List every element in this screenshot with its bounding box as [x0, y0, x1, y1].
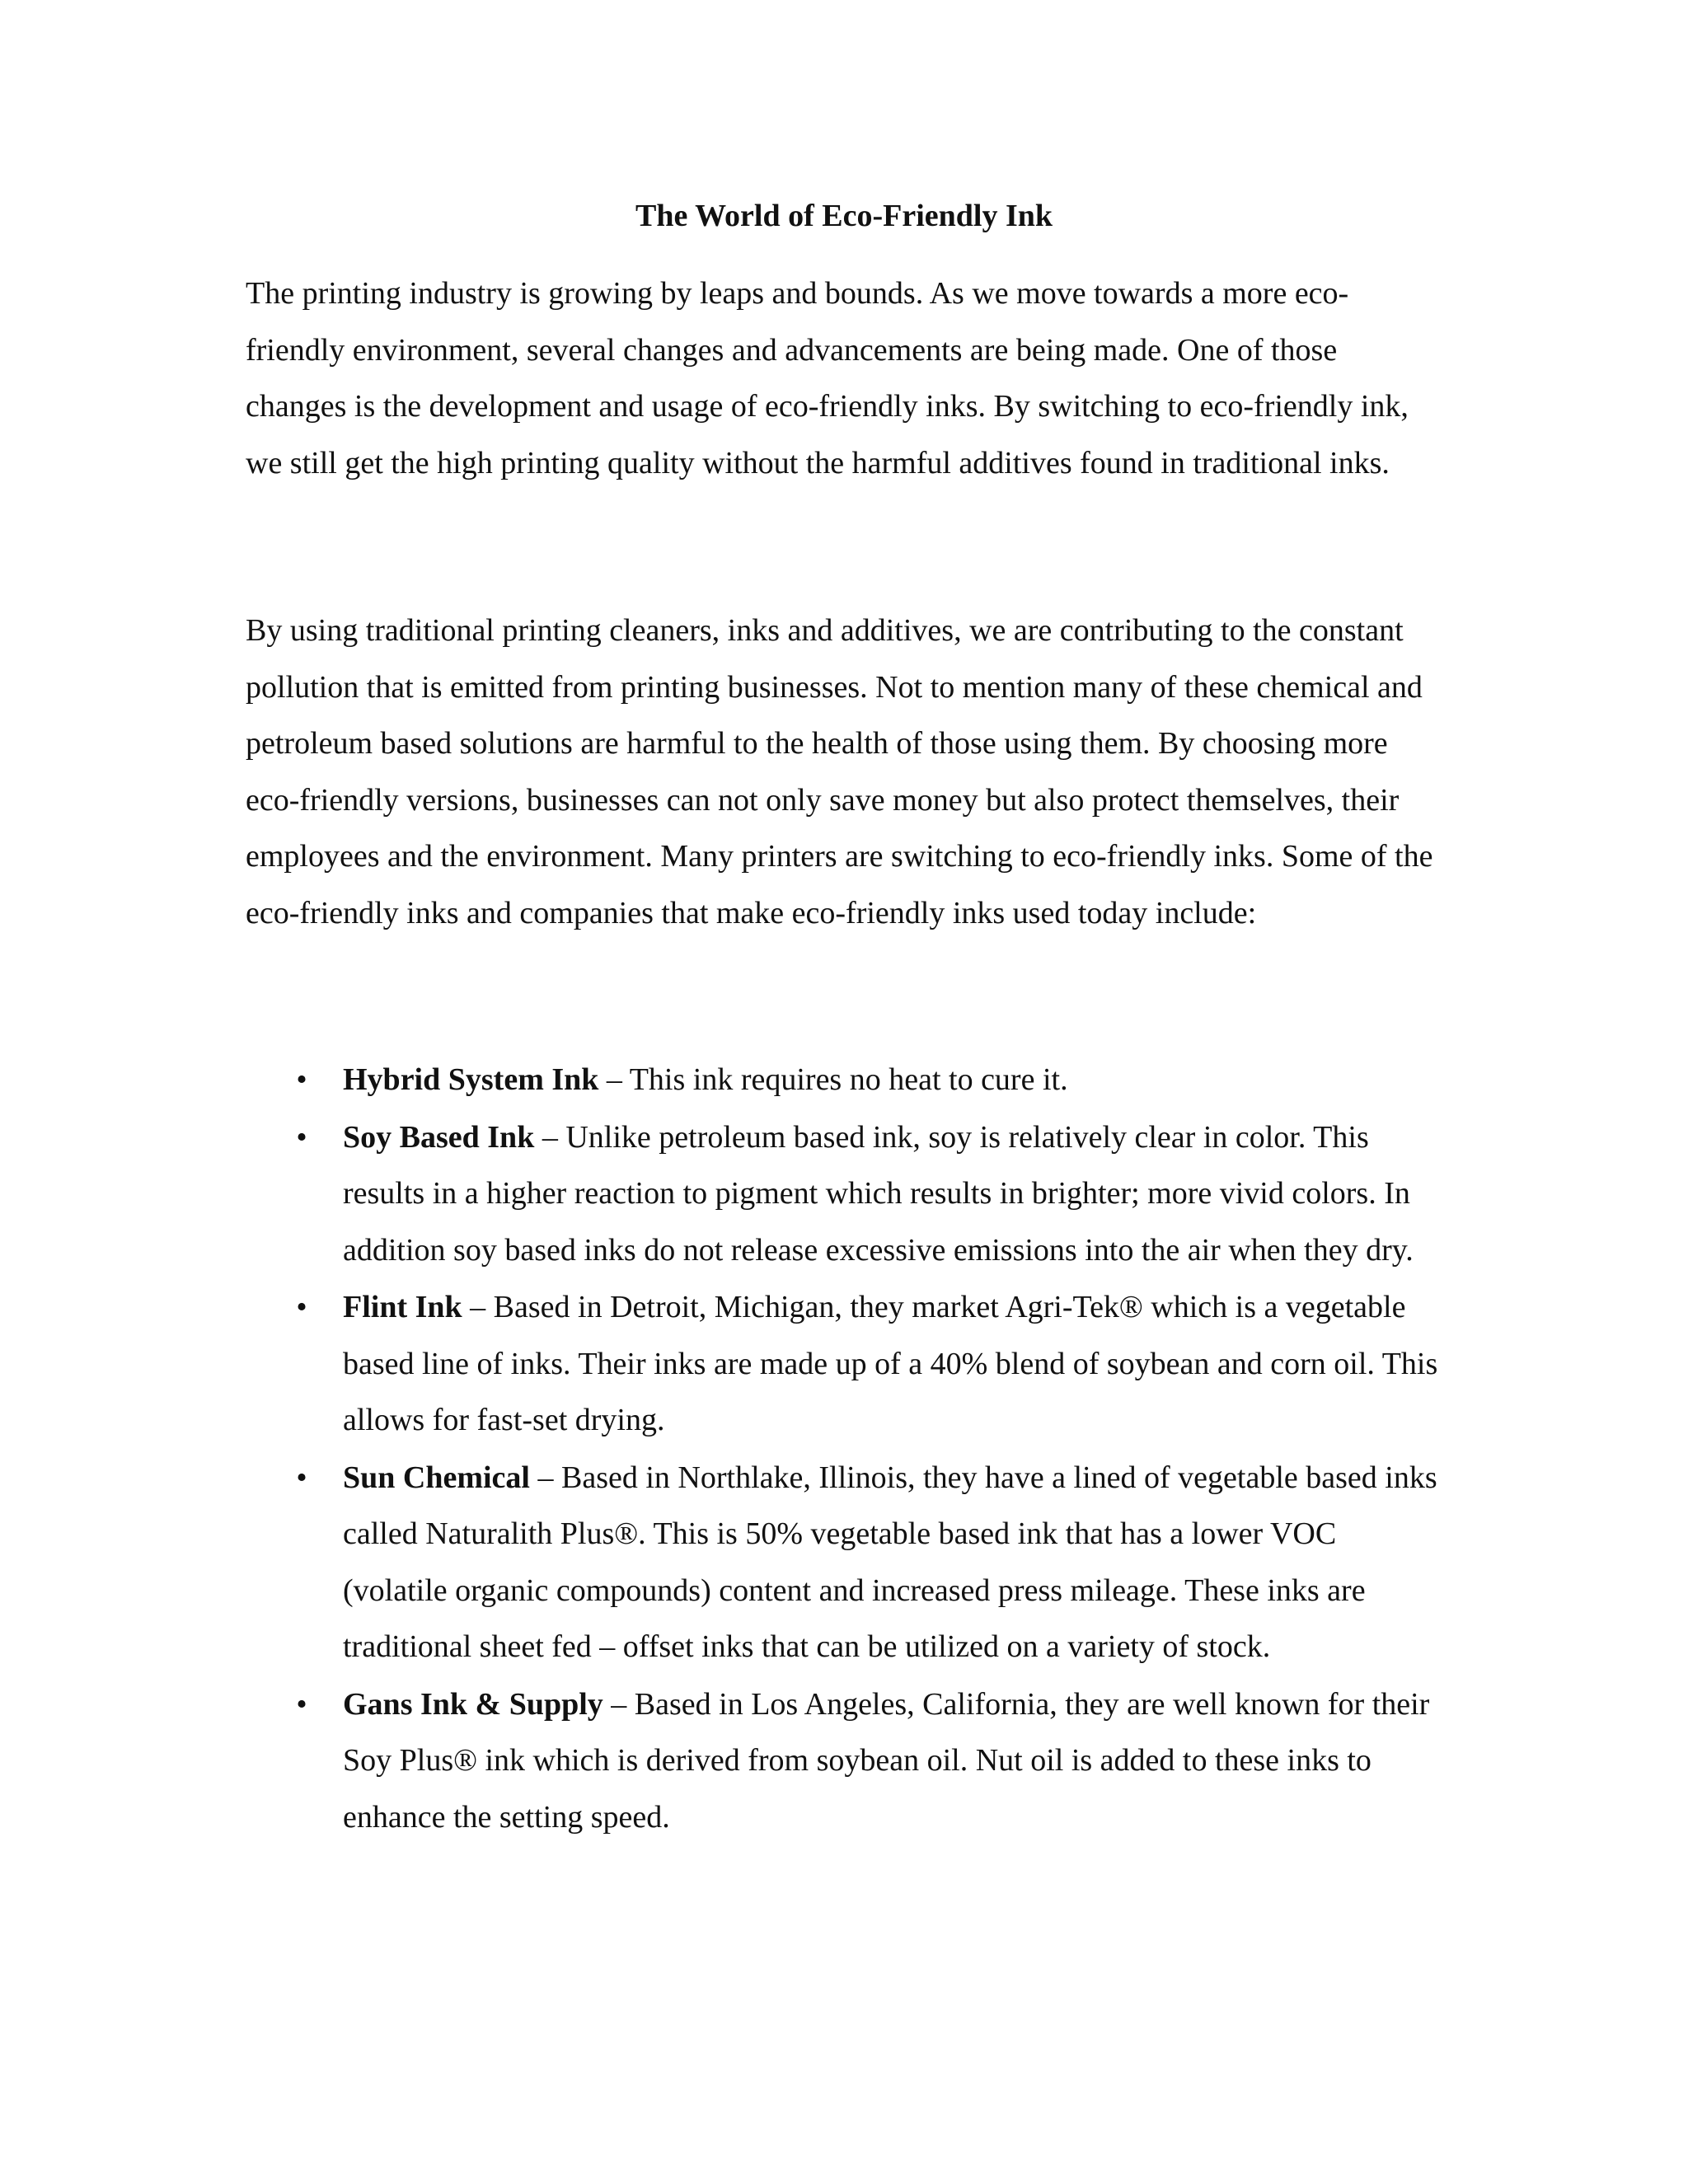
list-item-term: Hybrid System Ink [343, 1062, 599, 1097]
list-item-text: – Unlike petroleum based ink, soy is relatively clear in color. This results in a higher reaction to pigment which results in brighter; more vivid colors. In addition soy based inks do not release excessive emissions into the air when they dry. [343, 1119, 1414, 1268]
paragraph-pollution: By using traditional printing cleaners, inks and additives, we are contributing to the constant pollution that is emitted from printing businesses. Not to mention many of these chemical and petroleum based solutions are harmful to the health of those using them. By choosing more eco-friendly versions, businesses can not only save money but also protect themselves, their employees and the environment. Many printers are switching to eco-friendly inks. Some of the eco-friendly inks and companies that make eco-friendly inks used today include: [246, 613, 1433, 930]
list-item [246, 1052, 1446, 1108]
list-item-term: Flint Ink [343, 1290, 462, 1324]
list-item-term: Sun Chemical [343, 1460, 530, 1495]
list-item-term: Gans Ink & Supply [343, 1686, 603, 1722]
ink-list [246, 1052, 1446, 1846]
list-item [246, 1450, 1446, 1675]
list-item [246, 1279, 1446, 1449]
bullet-icon: • [296, 1062, 307, 1097]
list-item [246, 1676, 1446, 1846]
list-item-text: – Based in Northlake, Illinois, they have a lined of vegetable based inks called Naturalith Plus®. This is 50% vegetable based ink that has a lower VOC (volatile organic compounds) content and increased press mileage. These inks are traditional sheet fed – offset inks that can be utilized on a variety of stock. [343, 1460, 1437, 1664]
bullet-icon: • [296, 1290, 307, 1324]
list-item [246, 1109, 1446, 1279]
bullet-icon: • [296, 1460, 307, 1495]
list-item-text: – Based in Los Angeles, California, they are well known for their Soy Plus® ink which is derived from soybean oil. Nut oil is added to these inks to enhance the setting speed. [343, 1686, 1430, 1835]
page-title: The World of Eco-Friendly Ink [635, 199, 1053, 233]
paragraph-intro: The printing industry is growing by leaps and bounds. As we move towards a more eco-friendly environment, several changes and advancements are being made. One of those changes is the development and usage of eco-friendly inks. By switching to eco-friendly ink, we still get the high printing quality without the harmful additives found in traditional inks. [246, 276, 1409, 480]
list-item-text: – Based in Detroit, Michigan, they market Agri-Tek® which is a vegetable based line of inks. Their inks are made up of a 40% blend of soybean and corn oil. This allows for fast-set drying. [343, 1290, 1438, 1437]
list-item-text: – This ink requires no heat to cure it. [598, 1062, 1068, 1097]
bullet-icon: • [296, 1686, 307, 1722]
list-item-term: Soy Based Ink [343, 1119, 535, 1155]
bullet-icon: • [296, 1119, 307, 1155]
